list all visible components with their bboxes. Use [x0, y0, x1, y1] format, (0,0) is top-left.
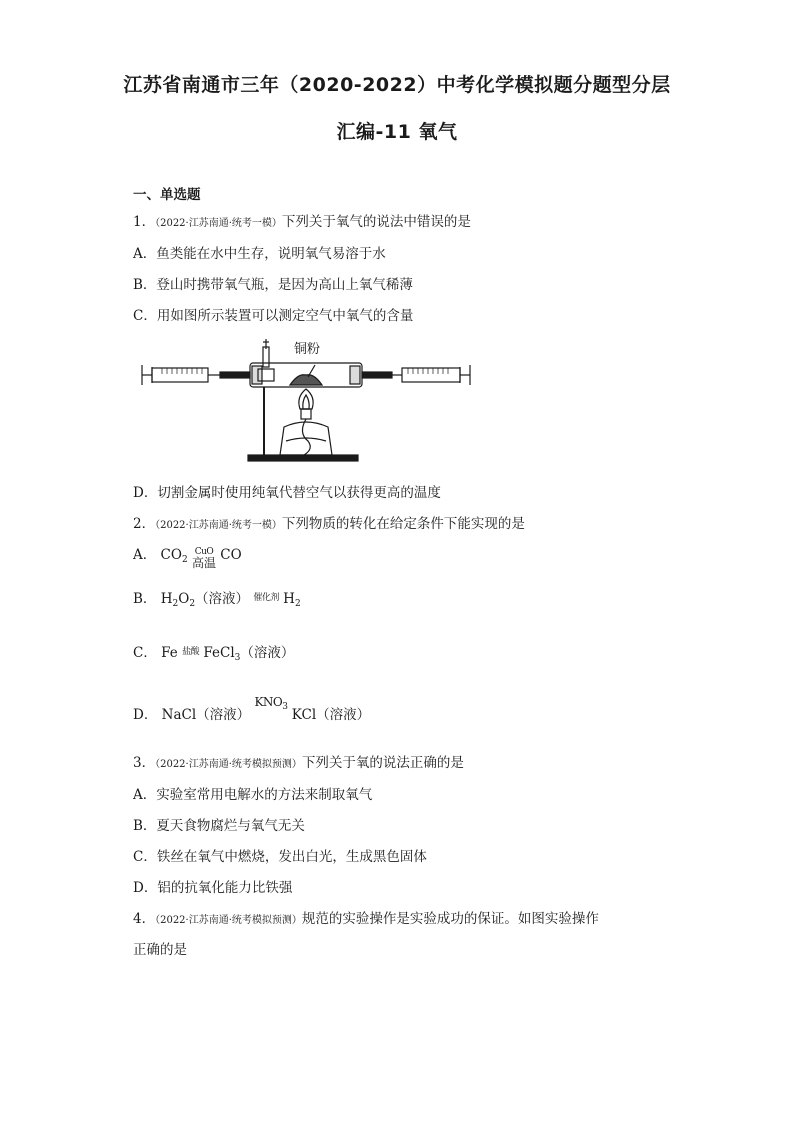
q3-option-c: C．铁丝在氧气中燃烧，发出白光，生成黑色固体: [133, 849, 427, 865]
question-3-stem: [133, 754, 464, 774]
question-text: 规范的实验操作是实验成功的保证。如图实验操作: [301, 911, 599, 927]
right-rubber-tube: [362, 372, 392, 378]
question-1-stem: [133, 213, 471, 233]
question-text: 下列物质的转化在给定条件下能实现的是: [281, 516, 525, 532]
reaction-arrow: $KNO_3$: [254, 695, 288, 712]
left-rubber-tube: [220, 372, 250, 378]
question-source: （2022·江苏南通·统考一模）: [155, 218, 282, 229]
q3-option-b: B．夏天食物腐烂与氧气无关: [133, 818, 305, 834]
section-heading: 一、单选题: [133, 187, 201, 203]
figure-label-copper-powder: 铜粉: [294, 342, 321, 357]
question-number: 1．: [133, 214, 156, 230]
document-title-line-2: 汇编-11 氧气: [336, 121, 458, 143]
question-text: 下列关于氧气的说法中错误的是: [281, 214, 471, 230]
right-syringe-barrel: [402, 368, 460, 382]
reaction-arrow: 催化剂: [253, 593, 279, 603]
q1-option-c: C．用如图所示装置可以测定空气中氧气的含量: [133, 308, 414, 324]
question-source: （2022·江苏南通·统考一模）: [155, 520, 282, 531]
q1-option-d: D．切割金属时使用纯氧代替空气以获得更高的温度: [133, 485, 441, 501]
clamp: [263, 347, 269, 367]
q2-option-b: B． $H_2O_2$（溶液） 催化剂 $H_2$: [133, 591, 301, 609]
question-text: 下列关于氧的说法正确的是: [301, 755, 464, 771]
stand-base: [248, 455, 358, 461]
question-number: 2．: [133, 516, 156, 532]
copper-powder: [290, 375, 322, 385]
question-source: （2022·江苏南通·统考模拟预测）: [155, 759, 302, 770]
reaction-arrow: 盐酸: [182, 647, 200, 657]
question-2-stem: [133, 515, 525, 535]
q2-option-c: C． Fe 盐酸 FeCl$_3$（溶液）: [133, 645, 295, 663]
lamp-wick-holder: [301, 409, 311, 419]
q3-option-a: A．实验室常用电解水的方法来制取氧气: [133, 787, 373, 803]
question-source: （2022·江苏南通·统考模拟预测）: [155, 915, 302, 926]
q2-option-d: D． NaCl（溶液） $KNO_3$ KCl（溶液）: [133, 695, 371, 723]
left-syringe-barrel: [152, 368, 208, 382]
question-number: 3．: [133, 755, 156, 771]
q1-option-a: A．鱼类能在水中生存，说明氧气易溶于水: [133, 246, 386, 262]
q2-option-a: A． $CO_2$ CuO 高温 CO: [133, 547, 242, 570]
reaction-arrow: CuO 高温: [191, 547, 216, 570]
q3-option-d: D．铝的抗氧化能力比铁强: [133, 880, 293, 896]
flame: [299, 389, 313, 409]
q1-option-b: B．登山时携带氧气瓶，是因为高山上氧气稀薄: [133, 277, 413, 293]
question-number: 4．: [133, 911, 156, 927]
question-4-stem-continued: 正确的是: [133, 942, 187, 958]
document-title-line-1: 江苏省南通市三年（2020-2022）中考化学模拟题分题型分层: [123, 74, 671, 96]
question-4-stem: [133, 910, 599, 930]
copper-powder-apparatus-figure: [140, 337, 480, 467]
